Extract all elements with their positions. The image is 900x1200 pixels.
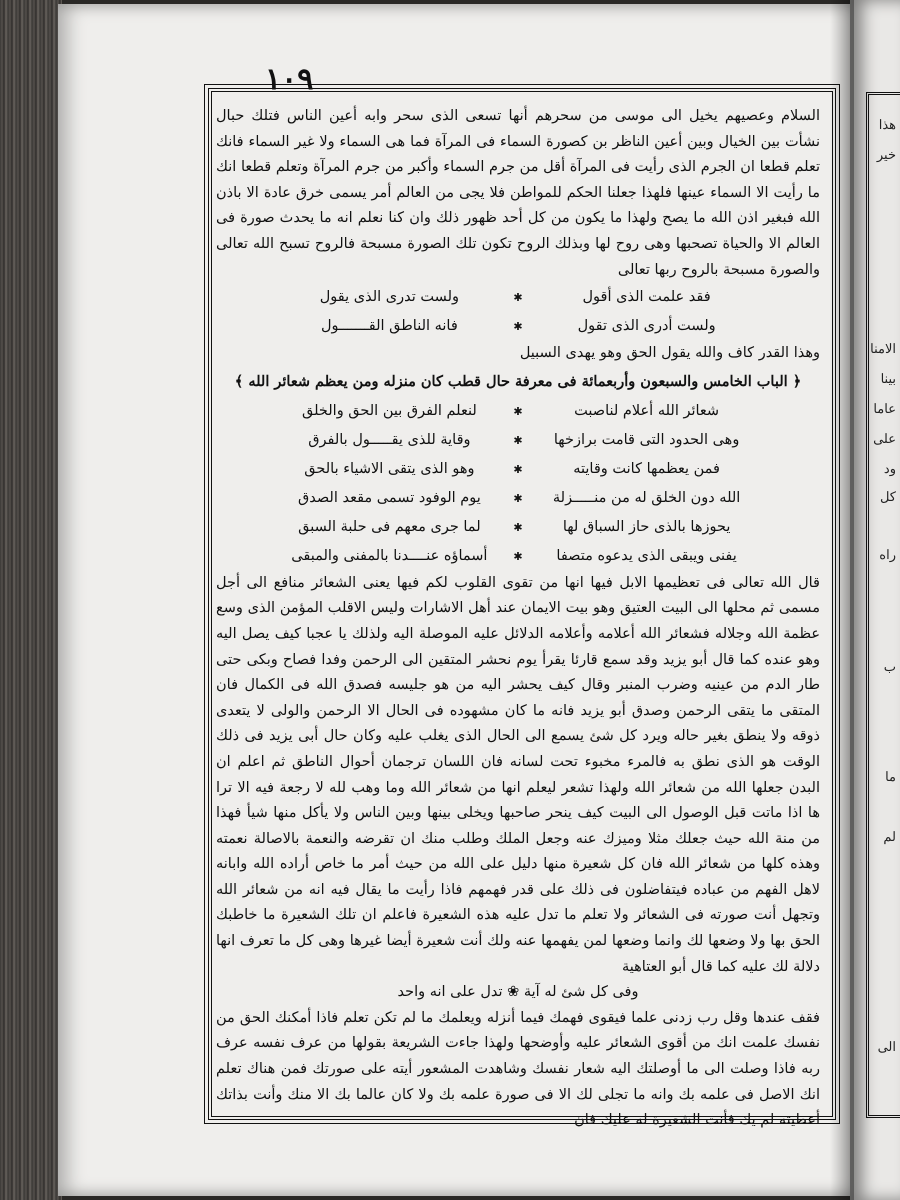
verse-separator-icon: ✱	[513, 549, 523, 563]
verse-separator-icon: ✱	[513, 491, 523, 505]
next-page-fragment: خير	[876, 148, 896, 163]
poem-line	[216, 455, 820, 484]
single-verse: وفى كل شئ له آية ❀ تدل على انه واحد	[397, 984, 639, 1001]
verse-separator-icon: ✱	[513, 320, 523, 334]
opening-paragraph: السلام وعصيهم يخيل الى موسى من سحرهم أنها تسعى الذى سحر وابه أعين الناس فتلك حبال نشأت بين الخيال وبين أعين الناظر بن كصورة السماء فى المرآة فما هى السماء ولا غير السماء فانك تعلم قطعا ان الجرم الذى رأيت فى المرآة أقل من جرم السماء وأكبر من جرم المرآة وتعلم قطعا انك ما رأيت الا السماء عينها فلهذا جعلنا الحكم للمواطن فلا يجى من العالم أمر يسمى خرق عادة الا باذن الله فبغير اذن الله ما يصح ولهذا ما يكون من كل أحد ظهور ذلك وان كنا نعلم انه ما يحدث صورة فى العالم الا والحياة تصحبها وهى روح لها وبذلك الروح تكون تلك الصورة مسبحة فالروح تسبح الله تعالى والصورة مسبحة بالروح ربها تعالى	[216, 108, 820, 278]
poem-line	[216, 397, 820, 426]
verse-separator-icon: ✱	[513, 462, 523, 476]
couplet-line	[216, 283, 820, 312]
next-page-fragment: بينا	[880, 372, 896, 387]
poem-line	[216, 542, 820, 571]
next-page-fragment: لم	[883, 830, 896, 845]
next-page-frame	[866, 92, 900, 1118]
hemistich-right: فقد علمت الذى أقول	[582, 289, 711, 306]
hemistich-left: وهو الذى يتقى الاشياء بالحق	[304, 460, 475, 477]
page-number: ١٠٩	[265, 62, 314, 97]
book-spine-left	[0, 0, 62, 1200]
hemistich-right: شعائر الله أعلام لناصبت	[574, 402, 720, 419]
hemistich-left: يوم الوفود تسمى مقعد الصدق	[297, 489, 481, 506]
main-paragraph: قال الله تعالى فى تعظيمها الابل فيها انها من تقوى القلوب لكم فيها يعنى الشعائر منافع الى أجل مسمى ثم محلها الى البيت العتيق وهو بيت الايمان عند أهل الاشارات وليس الاقلب المؤمن الذى وسع عظمة الله وجلاله فشعائر الله أعلامه وأعلامه الدلائل عليه الموصلة اليه ولذلك يا عجبا كيف يصل اليه وهو عنده كما قال أبو يزيد وقد سمع قارئا يقرأ يوم نحشر المتقين الى الرحمن وفدا فصاح وبكى حتى طار الدم من عينيه وضرب المنبر وقال كيف يحشر اليه من هو جليسه فصدق الله فى الكمال فان المتقى ما يتقى الرحمن وصدق أبو يزيد فانه ما كان مشهوده فى الحال الا الرحمن والولى لا يتعدى ذوقه ولا ينطق بغير حاله ويرد كل شئ يسمع الى الحال الذى يغلب عليه وكان حال أبى يزيد فى ذلك الوقت هو الذى نطق به فالمرء مخبوء تحت لسانه فان اللسان ترجمان أحوال الناطق ثم اعلم ان البدن جعلها الله من شعائر الله ولهذا تشعر ليعلم انها من شعائر الله وما وهب لله لا رجعة فيه الا ترا ها اذا ماتت قبل الوصول الى البيت كيف ينحر صاحبها ويخلى بينها وبين الناس ولا يأكل منها شيأ فهذا من منة الله حيث جعلك مثلا وميزك عنه وجعل الملك وطلب منك ان تقرضه والنعمة بالاصالة نعمته وهذه كلها من شعائر الله فان كل شعيرة منها دليل على الله من حيث أمر ما خاص أراده الله وابانه لاهل الفهم من عباده فيتفاضلون فى ذلك على قدر فهمهم فاذا رأيت ما يقال فيه انه من شعائر الله وتجهل أنت صورته فى الشعائر ولا تعلم ما تدل عليه هذه الشعيرة فاعلم ان تلك الشعيرة ما خاطبك الحق بها ولا وضعها لك وانما وضعها لمن يفهمها عنه ولك أنت شعيرة أيضا غيرها وهى كل ما تعرف انها دلالة لك عليه كما قال أبو العتاهية	[216, 574, 820, 975]
poem-line	[216, 513, 820, 542]
hemistich-right: الله دون الخلق له من منـــــزلة	[552, 489, 741, 506]
hemistich-left: أسماؤه عنــــدنا بالمفنى والمبقى	[291, 547, 488, 564]
verse-separator-icon: ✱	[513, 520, 523, 534]
hemistich-left: ولست تدرى الذى يقول	[319, 289, 459, 306]
couplet-line	[216, 312, 820, 341]
hemistich-left: لنعلم الفرق بين الحق والخلق	[302, 402, 477, 419]
next-page-fragment: راه	[879, 548, 896, 563]
next-page-fragment: هذا	[878, 118, 896, 133]
hemistich-left: لما جرى معهم فى حلبة السبق	[298, 518, 481, 535]
next-page-fragment: الى	[877, 1040, 896, 1055]
verse-separator-icon: ✱	[513, 404, 523, 418]
final-paragraph: فقف عندها وقل رب زدنى علما فيقوى فهمك فيما أنزله ويعلمك ما لم تكن تعلم فاذا أمكنك الحق من نفسك علمت انك من أقوى الشعائر عليه وأوضحها ولهذا جاءت الشريعة بقولها من عرف نفسه عرف ربه فاذا وصلت الى ما أوصلتك اليه شعار نفسك وشاهدت المشعور أيته على صورتك فمن هناك تعلم انك الاصل فى علمه بك وانه ما تجلى لك الا فى صورة علمه بك ولا كان عالما بك الا منك وأنت بذاتك أعطيته لم يك فأنت الشعيرة له عليك فان	[216, 1009, 820, 1129]
page-gutter-shadow	[830, 0, 854, 1200]
hemistich-left: فانه الناطق القـــــــول	[320, 318, 458, 335]
hemistich-right: يحوزها بالذى حاز السباق لها	[562, 518, 731, 535]
hemistich-right: يفنى ويبقى الذى يدعوه متصفا	[556, 547, 737, 564]
page-content	[216, 104, 820, 1129]
hemistich-right: وهى الحدود التى قامت برازخها	[553, 431, 740, 448]
next-page-fragment: عاما	[873, 402, 896, 417]
hemistich-left: وقاية للذى يقـــــول بالفرق	[308, 431, 471, 448]
closing-line: وهذا القدر كاف والله يقول الحق وهو يهدى السبيل	[519, 345, 820, 362]
next-page-fragment: الامنا	[870, 342, 896, 357]
poem-line	[216, 484, 820, 513]
next-page-fragment: كل	[879, 490, 896, 505]
hemistich-right: فمن يعظمها كانت وقايته	[573, 460, 720, 477]
verse-separator-icon: ✱	[513, 433, 523, 447]
hemistich-right: ولست أدرى الذى تقول	[577, 318, 716, 335]
next-page-fragment: على	[873, 432, 896, 447]
next-page-fragment: ود	[883, 462, 896, 477]
verse-separator-icon: ✱	[513, 291, 523, 305]
next-page-fragment: ب	[883, 660, 896, 675]
poem-line	[216, 426, 820, 455]
next-page-fragment: ما	[885, 770, 896, 785]
chapter-title: ﴿ الباب الخامس والسبعون وأربعمائة فى معرفة حال قطب كان منزله ومن يعظم شعائر الله ﴾	[234, 372, 802, 390]
